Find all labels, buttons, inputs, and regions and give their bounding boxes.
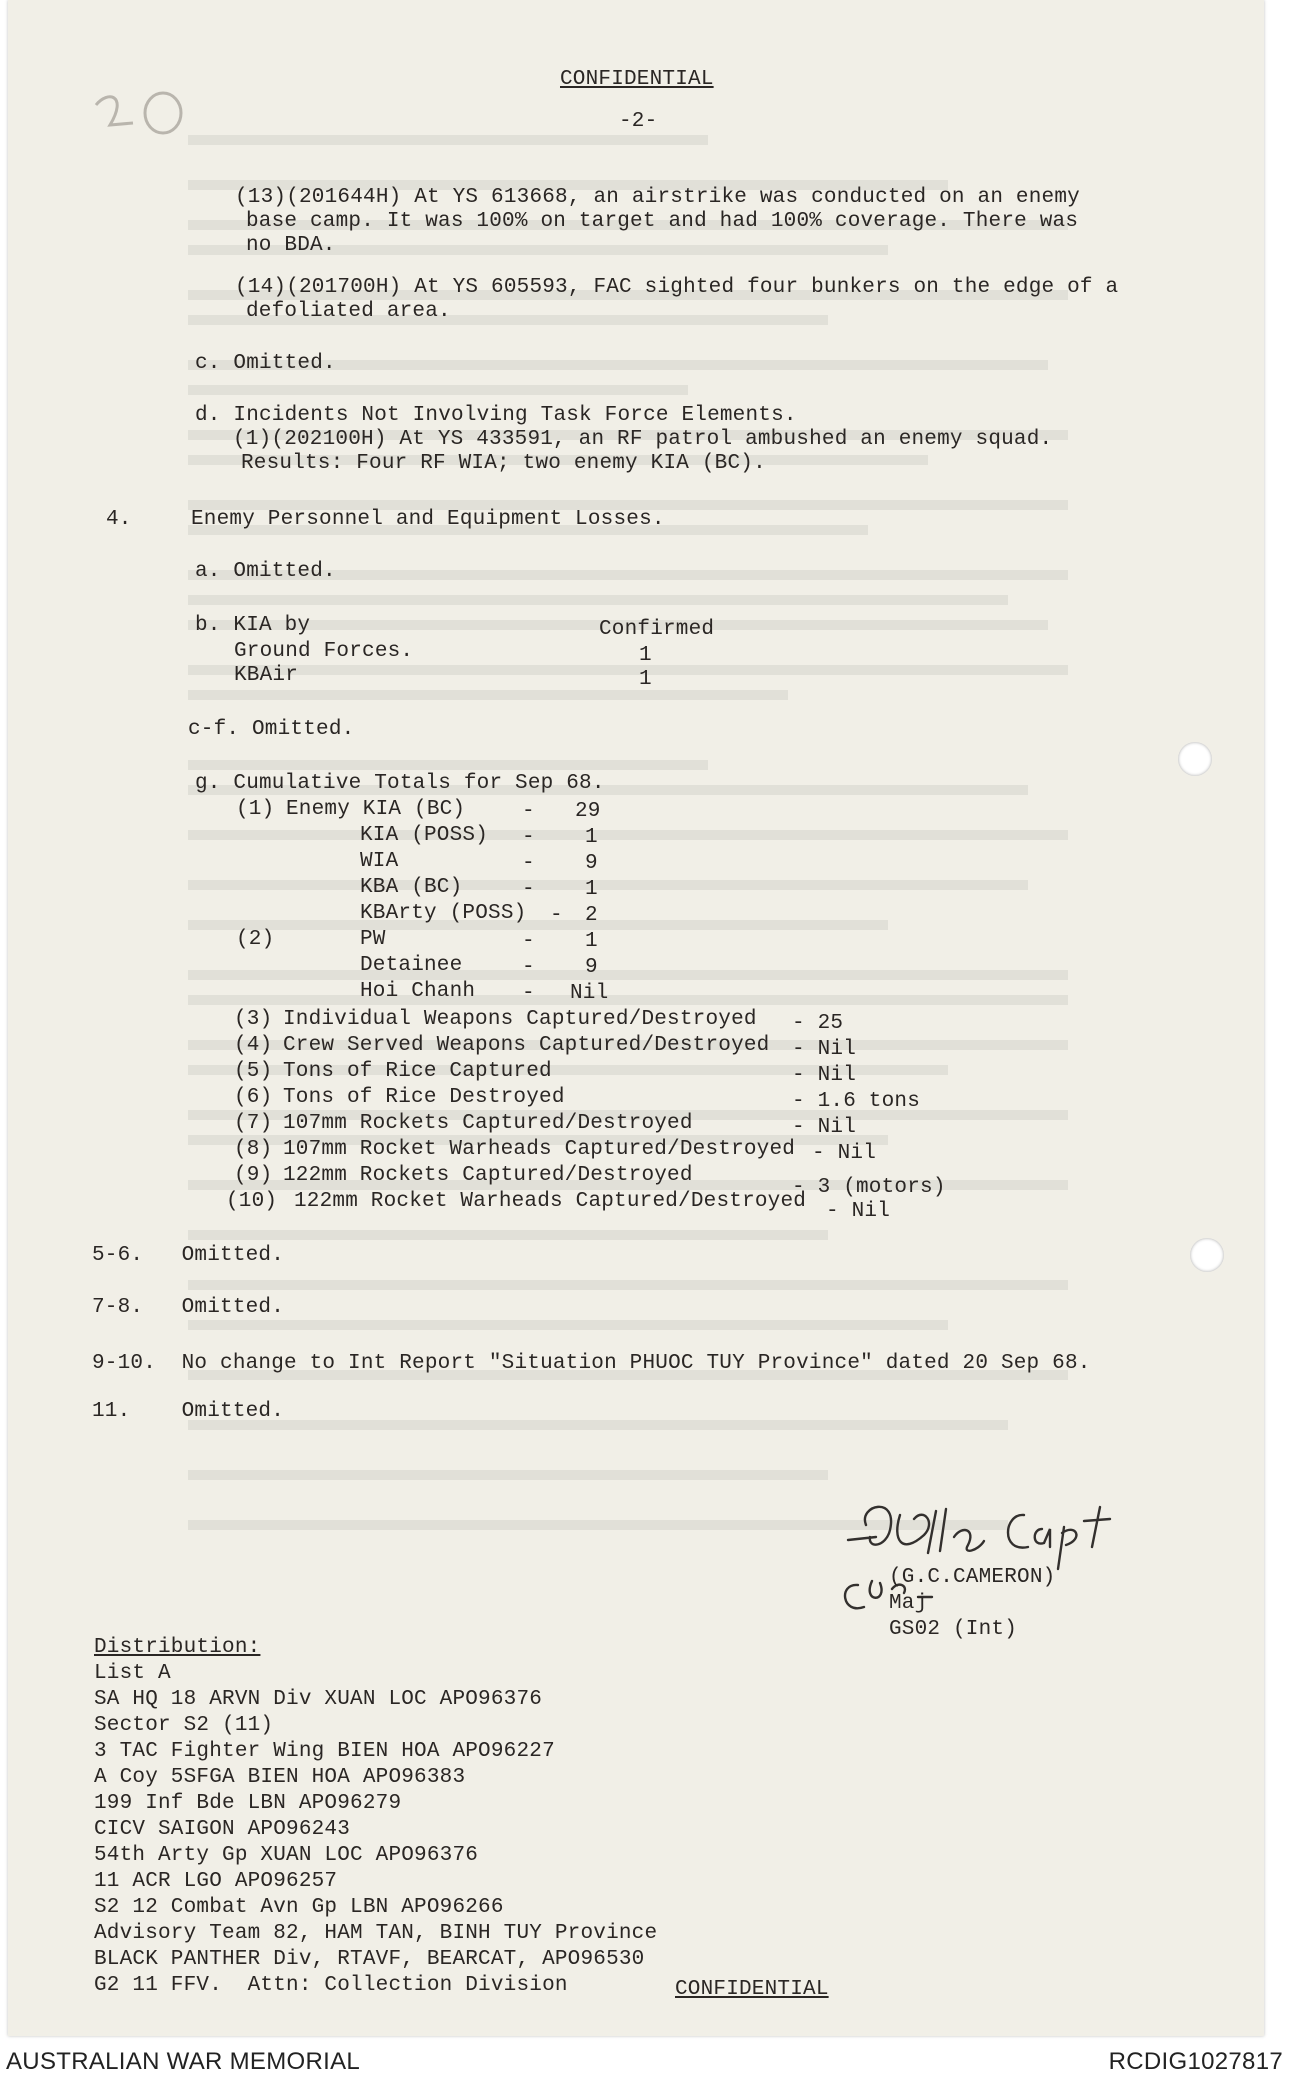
totals-dash: - <box>522 800 535 823</box>
capture-label: 107mm Rockets Captured/Destroyed <box>283 1112 693 1135</box>
capture-label: Tons of Rice Destroyed <box>283 1086 565 1109</box>
sections-7-8: 7-8. Omitted. <box>92 1296 285 1319</box>
capture-value: - 25 <box>792 1012 844 1035</box>
kbair-label: KBAir <box>234 664 299 687</box>
archive-footer <box>0 2040 1291 2082</box>
totals-value: 9 <box>585 852 598 875</box>
distribution-item: Advisory Team 82, HAM TAN, BINH TUY Province <box>94 1922 658 1945</box>
totals-label: KBArty (POSS) <box>360 902 527 925</box>
archive-reference: RCDIG1027817 <box>1108 2048 1283 2075</box>
section-4g-title: g. Cumulative Totals for Sep 68. <box>195 772 605 795</box>
totals-label: Detainee <box>360 954 463 977</box>
section-4a: a. Omitted. <box>195 560 336 583</box>
signatory-appointment: GS02 (Int) <box>889 1618 1018 1641</box>
capture-num: (9) <box>234 1164 273 1187</box>
capture-label: 122mm Rockets Captured/Destroyed <box>283 1164 693 1187</box>
distribution-item: BLACK PANTHER Div, RTAVF, BEARCAT, APO96530 <box>94 1948 645 1971</box>
subsection-d1-line-2: Results: Four RF WIA; two enemy KIA (BC). <box>241 452 766 475</box>
pencil-page-mark <box>88 85 198 145</box>
document-page <box>8 0 1264 2036</box>
item-14-line-1: (14)(201700H) At YS 605593, FAC sighted four bunkers on the edge of a <box>235 276 1119 299</box>
capture-num: (8) <box>234 1138 273 1161</box>
totals-label: Hoi Chanh <box>360 980 476 1003</box>
totals-value: 1 <box>585 930 598 953</box>
item-13-line-3: no BDA. <box>246 234 336 257</box>
capture-value: - 1.6 tons <box>792 1090 921 1113</box>
totals-value: 2 <box>585 904 598 927</box>
totals-value: 1 <box>585 826 598 849</box>
ground-forces-label: Ground Forces. <box>234 640 414 663</box>
capture-value: - Nil <box>792 1116 857 1139</box>
item-13-line-2: base camp. It was 100% on target and had 100% coverage. There was <box>246 210 1079 233</box>
distribution-item: 54th Arty Gp XUAN LOC APO96376 <box>94 1844 479 1867</box>
bleed-through-texture <box>168 120 1148 1620</box>
signatory-name: (G.C.CAMERON) <box>889 1566 1056 1589</box>
handwritten-signature <box>828 1485 1188 1635</box>
archive-name: AUSTRALIAN WAR MEMORIAL <box>6 2048 361 2075</box>
distribution-item: S2 12 Combat Avn Gp LBN APO96266 <box>94 1896 504 1919</box>
capture-value: - Nil <box>792 1064 857 1087</box>
distribution-item: 3 TAC Fighter Wing BIEN HOA APO96227 <box>94 1740 555 1763</box>
capture-label: Crew Served Weapons Captured/Destroyed <box>283 1034 770 1057</box>
totals-label: PW <box>360 928 386 951</box>
totals-value: 1 <box>585 878 598 901</box>
capture-num: (5) <box>234 1060 273 1083</box>
distribution-item: A Coy 5SFGA BIEN HOA APO96383 <box>94 1766 466 1789</box>
totals-num: (2) <box>236 928 275 951</box>
signatory-rank: Maj <box>889 1592 928 1615</box>
totals-label: KIA (POSS) <box>360 824 489 847</box>
totals-dash: - <box>522 930 535 953</box>
distribution-item: List A <box>94 1662 171 1685</box>
subsection-c: c. Omitted. <box>195 352 336 375</box>
capture-num: (3) <box>234 1008 273 1031</box>
ground-forces-value: 1 <box>639 644 652 667</box>
confirmed-header: Confirmed <box>599 618 715 641</box>
distribution-item: 11 ACR LGO APO96257 <box>94 1870 338 1893</box>
totals-value: 29 <box>575 800 601 823</box>
totals-value: 9 <box>585 956 598 979</box>
totals-dash: - <box>550 904 563 927</box>
capture-value: - 3 (motors) <box>792 1176 946 1199</box>
capture-label: Individual Weapons Captured/Destroyed <box>283 1008 757 1031</box>
capture-value: - Nil <box>792 1038 857 1061</box>
totals-dash: - <box>522 826 535 849</box>
sections-5-6: 5-6. Omitted. <box>92 1244 285 1267</box>
totals-label: WIA <box>360 850 399 873</box>
item-13-line-1: (13)(201644H) At YS 613668, an airstrike was conducted on an enemy <box>235 186 1080 209</box>
totals-dash: - <box>522 878 535 901</box>
distribution-item: 199 Inf Bde LBN APO96279 <box>94 1792 402 1815</box>
totals-dash: - <box>522 956 535 979</box>
capture-num: (4) <box>234 1034 273 1057</box>
totals-label: Enemy KIA (BC) <box>286 798 466 821</box>
distribution-item: G2 11 FFV. Attn: Collection Division <box>94 1974 568 1997</box>
capture-value: - Nil <box>812 1142 877 1165</box>
totals-num: (1) <box>236 798 275 821</box>
kbair-value: 1 <box>639 668 652 691</box>
totals-dash: - <box>522 852 535 875</box>
section-4-number: 4. <box>106 508 132 531</box>
capture-label: Tons of Rice Captured <box>283 1060 552 1083</box>
item-14-line-2: defoliated area. <box>246 300 451 323</box>
section-11: 11. Omitted. <box>92 1400 285 1423</box>
classification-footer: CONFIDENTIAL <box>675 1978 829 2001</box>
subsection-d1-line-1: (1)(202100H) At YS 433591, an RF patrol ambushed an enemy squad. <box>233 428 1053 451</box>
punch-hole <box>1190 1238 1224 1272</box>
distribution-item: SA HQ 18 ARVN Div XUAN LOC APO96376 <box>94 1688 543 1711</box>
page-number: -2- <box>619 110 658 133</box>
totals-label: KBA (BC) <box>360 876 463 899</box>
capture-value: - Nil <box>826 1200 891 1223</box>
distribution-title: Distribution: <box>94 1636 261 1659</box>
subsection-d-title: d. Incidents Not Involving Task Force Elements. <box>195 404 797 427</box>
distribution-item: Sector S2 (11) <box>94 1714 274 1737</box>
capture-num: (6) <box>234 1086 273 1109</box>
section-4b-label: b. KIA by <box>195 614 311 637</box>
sections-9-10: 9-10. No change to Int Report "Situation PHUOC TUY Province" dated 20 Sep 68. <box>92 1352 1091 1375</box>
capture-num: (10) <box>226 1190 278 1213</box>
punch-hole <box>1178 742 1212 776</box>
capture-label: 107mm Rocket Warheads Captured/Destroyed <box>283 1138 796 1161</box>
section-4cf: c-f. Omitted. <box>188 718 355 741</box>
capture-num: (7) <box>234 1112 273 1135</box>
classification-header: CONFIDENTIAL <box>560 68 714 91</box>
capture-label: 122mm Rocket Warheads Captured/Destroyed <box>294 1190 807 1213</box>
totals-value: Nil <box>570 982 609 1005</box>
section-4-title: Enemy Personnel and Equipment Losses. <box>191 508 665 531</box>
totals-dash: - <box>522 982 535 1005</box>
distribution-item: CICV SAIGON APO96243 <box>94 1818 351 1841</box>
